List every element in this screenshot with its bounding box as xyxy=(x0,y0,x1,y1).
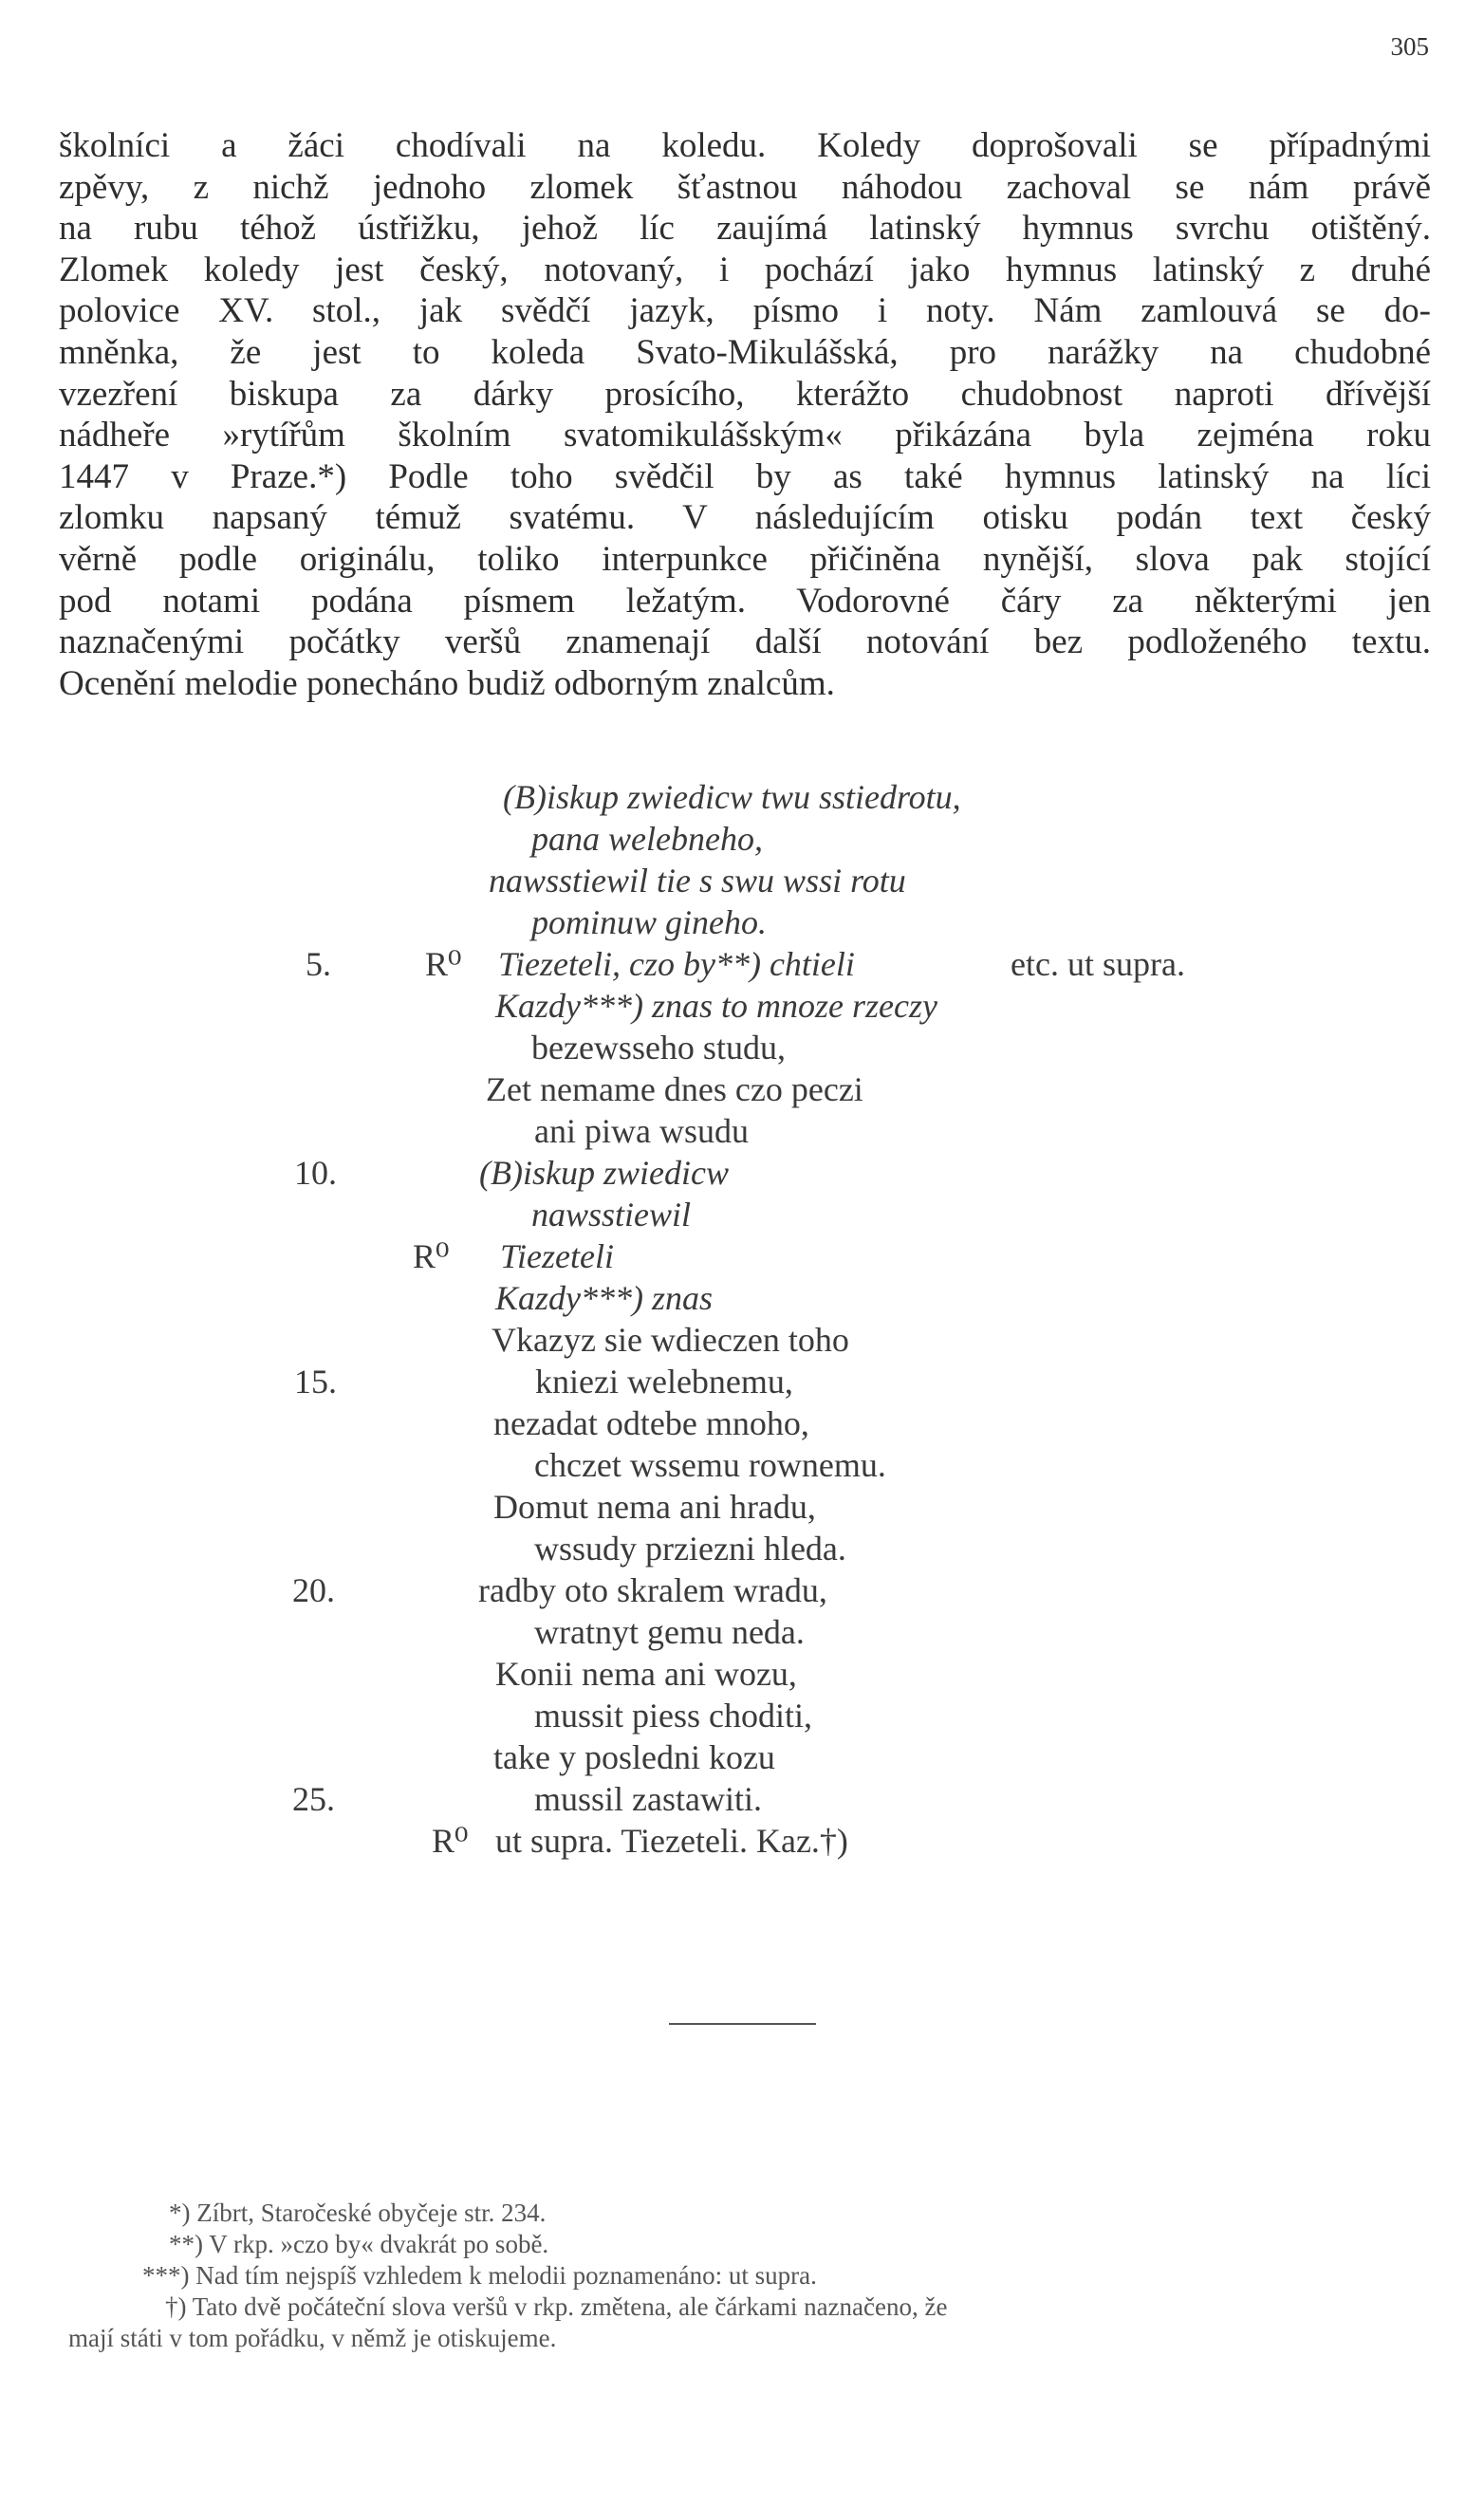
line-number: 10. xyxy=(294,1154,337,1192)
poem-line: Tiezeteli, czo by**) chtieli xyxy=(498,945,855,983)
footnote: ***) Nad tím nejspíš vzhledem k melodii poznamenáno: ut supra. xyxy=(142,2261,817,2290)
poem-line: (B)iskup zwiedicw twu sstiedrotu, xyxy=(503,778,961,816)
body-line: na rubu téhož ústřižku, jehož líc zaujímá latinský hymnus svrchu otištěný. xyxy=(59,209,1431,249)
poem-line: Zet nemame dnes czo peczi xyxy=(486,1070,863,1108)
carol-text xyxy=(0,776,1484,1877)
line-number: 20. xyxy=(292,1571,335,1609)
body-line: polovice XV. stol., jak svědčí jazyk, písmo i noty. Nám zamlouvá se do- xyxy=(59,291,1431,331)
refrain-mark: R⁰ xyxy=(432,1822,469,1860)
line-number: 5. xyxy=(306,945,331,983)
footnote: †) Tato dvě počáteční slova veršů v rkp. změtena, ale čárkami naznačeno, že xyxy=(165,2292,948,2321)
poem-line: Konii nema ani wozu, xyxy=(495,1655,797,1693)
poem-line: Kazdy***) znas xyxy=(495,1279,714,1317)
poem-line: kniezi welebnemu, xyxy=(535,1363,793,1401)
poem-line: Domut nema ani hradu, xyxy=(493,1488,816,1526)
poem-line: take y posledni kozu xyxy=(493,1738,775,1776)
body-line: naznačenými počátky veršů znamenají další notování bez podloženého textu. xyxy=(59,622,1431,662)
body-line: vzezření biskupa za dárky prosícího, kterážto chudobnost naproti dřívější xyxy=(59,374,1431,414)
body-line: Zlomek koledy jest český, notovaný, i pochází jako hymnus latinský z druhé xyxy=(59,250,1431,289)
poem-line: radby oto skralem wradu, xyxy=(478,1571,827,1609)
body-line: zlomku napsaný témuž svatému. V následujícím otisku podán text český xyxy=(59,498,1431,538)
poem-line: nawsstiewil tie s swu wssi rotu xyxy=(489,862,906,900)
poem-line: wssudy prziezni hleda. xyxy=(534,1530,846,1568)
footnote: **) V rkp. »czo by« dvakrát po sobě. xyxy=(169,2230,549,2258)
body-line: pod notami podána písmem ležatým. Vodorovné čáry za některými jen xyxy=(59,581,1431,621)
body-line: Ocenění melodie ponecháno budiž odborným znalcům. xyxy=(59,663,835,703)
body-line: 1447 v Praze.*) Podle toho svědčil by as také hymnus latinský na líci xyxy=(59,456,1431,496)
poem-line: ani piwa wsudu xyxy=(534,1112,749,1150)
poem-line: pana welebneho, xyxy=(531,820,763,858)
page-number: 305 xyxy=(1390,32,1429,61)
body-line: nádheře »rytířům školním svatomikulášským« přikázána byla zejména roku xyxy=(59,416,1431,455)
body-line: zpěvy, z nichž jednoho zlomek šťastnou náhodou zachoval se nám právě xyxy=(59,167,1431,207)
section-divider xyxy=(669,2023,816,2025)
line-number: 15. xyxy=(294,1363,337,1401)
refrain-mark: R⁰ xyxy=(413,1237,450,1275)
body-line: věrně podle originálu, toliko interpunkce přičiněna nynější, slova pak stojící xyxy=(59,539,1431,579)
poem-line: Tiezeteli xyxy=(500,1237,614,1275)
poem-line: Vkazyz sie wdieczen toho xyxy=(492,1321,849,1359)
poem-line: nezadat odtebe mnoho, xyxy=(493,1404,809,1442)
body-text xyxy=(59,125,1431,704)
body-line: školníci a žáci chodívali na koledu. Koledy doprošovali se případnými xyxy=(59,126,1431,165)
footnote: *) Zíbrt, Staročeské obyčeje str. 234. xyxy=(169,2199,547,2227)
poem-line: bezewsseho studu, xyxy=(531,1029,786,1067)
poem-line: nawsstiewil xyxy=(531,1196,692,1234)
poem-line: (B)iskup zwiedicw xyxy=(479,1154,729,1192)
line-number: 25. xyxy=(292,1780,335,1818)
poem-line: wratnyt gemu neda. xyxy=(534,1613,805,1651)
poem-line: chczet wssemu rownemu. xyxy=(534,1446,886,1484)
poem-line: mussit piess choditi, xyxy=(534,1697,813,1735)
poem-line: Kazdy***) znas to mnoze rzeczy xyxy=(495,987,937,1025)
body-line: mněnka, že jest to koleda Svato-Mikulášská, pro narážky na chudobné xyxy=(59,332,1431,372)
poem-line: ut supra. Tiezeteli. Kaz.†) xyxy=(495,1822,848,1860)
poem-line: pominuw gineho. xyxy=(531,903,767,941)
poem-line: mussil zastawiti. xyxy=(534,1780,762,1818)
footnote: mají státi v tom pořádku, v němž je otiskujeme. xyxy=(68,2324,557,2352)
poem-line: etc. ut supra. xyxy=(1011,945,1185,983)
refrain-mark: R⁰ xyxy=(425,945,462,983)
